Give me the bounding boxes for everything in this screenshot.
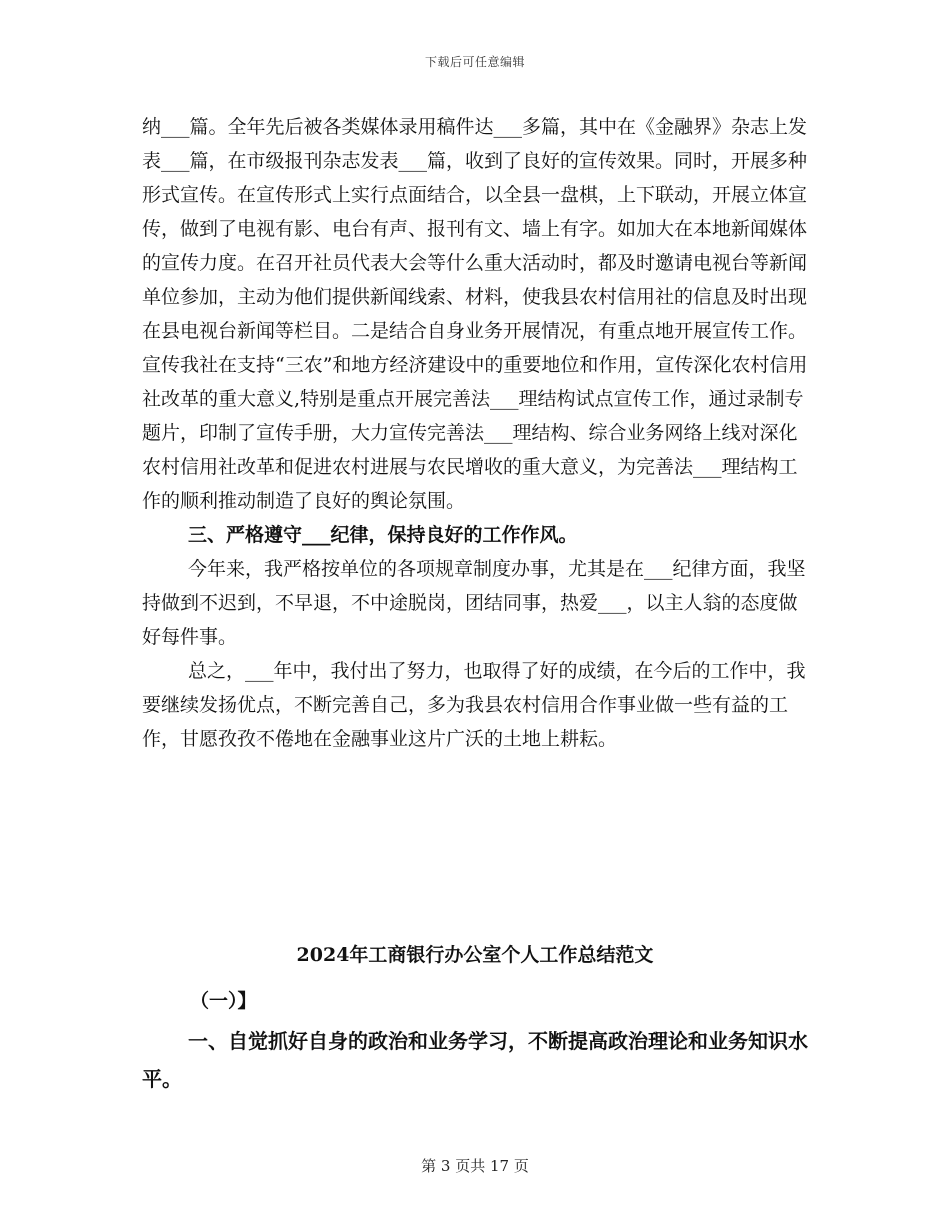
heading-discipline: 三、严格遵守___纪律，保持良好的工作作风。 <box>188 524 578 546</box>
sub-heading: （一）】 <box>190 990 257 1012</box>
document-body <box>142 110 812 756</box>
section-title: 2024年工商银行办公室个人工作总结范文 <box>296 944 654 966</box>
paragraph-publicity: 纳___篇。全年先后被各类媒体录用稿件达___多篇，其中在《金融界》杂志上发表___篇，在市级报刊杂志发表___篇，收到了良好的宣传效果。同时，开展多种形式宣传。在宣传形式上实行点面结合，以全县一盘棋，上下联动，开展立体宣传，做到了电视有影、电台有声、报刊有文、墙上有字。如加大在本地新闻媒体的宣传力度。在召开社员代表大会等什么重大活动时，都及时邀请电视台等新闻单位参加，主动为他们提供新闻线索、材料，使我县农村信用社的信息及时出现在县电视台新闻等栏目。二是结合自身业务开展情况，有重点地开展宣传工作。宣传我社在支持“三农”和地方经济建设中的重要地位和作用，宣传深化农村信用社改革的重大意义,特别是重点开展完善法___理结构试点宣传工作，通过录制专题片，印制了宣传手册，大力宣传完善法___理结构、综合业务网络上线对深化农村信用社改革和促进农村进展与农民增收的重大意义，为完善法___理结构工作的顺利推动制造了良好的舆论氛围。 <box>142 116 808 512</box>
page-number: 第 3 页共 17 页 <box>421 1157 529 1175</box>
paragraph-summary: 总之，___年中，我付出了努力，也取得了好的成绩，在今后的工作中，我要继续发扬优点，不断完善自己，多为我县农村信用合作事业做一些有益的工作，甘愿孜孜不倦地在金融事业这片广沃的土地上耕耘。 <box>142 660 806 750</box>
paragraph-discipline: 今年来，我严格按单位的各项规章制度办事，尤其是在___纪律方面，我坚持做到不迟到，不早退，不中途脱岗，团结同事，热爱___，以主人翁的态度做好每件事。 <box>142 558 806 648</box>
page-header: 下载后可任意编辑 <box>424 55 525 69</box>
point-heading: 一、自觉抓好自身的政治和业务学习，不断提高政治理论和业务知识水平。 <box>142 1029 808 1091</box>
